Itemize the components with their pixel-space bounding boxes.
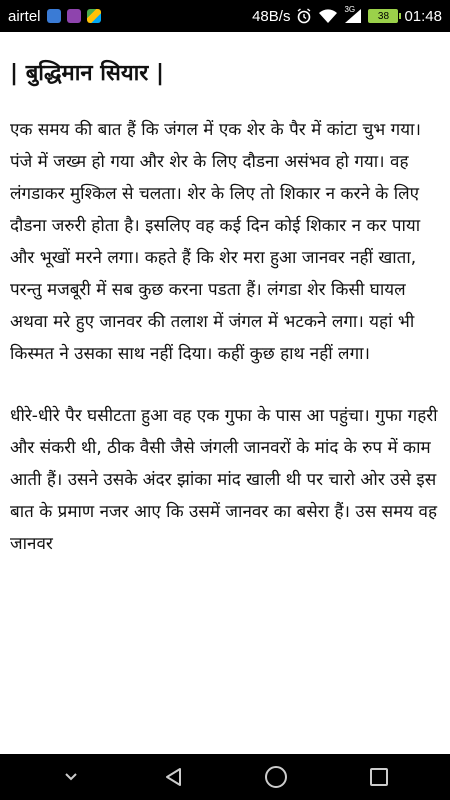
status-bar-left bbox=[8, 8, 101, 25]
signal-icon bbox=[344, 5, 362, 24]
back-icon[interactable] bbox=[150, 757, 198, 797]
article-content[interactable] bbox=[0, 32, 450, 754]
network-type: 3G bbox=[344, 5, 356, 14]
network-speed: 48B/s bbox=[252, 7, 291, 25]
status-bar-right bbox=[252, 5, 442, 25]
alarm-icon bbox=[296, 8, 312, 24]
gallery-2-icon bbox=[67, 9, 81, 23]
recents-icon[interactable] bbox=[355, 757, 403, 797]
hide-keyboard-chevron-icon[interactable] bbox=[47, 757, 95, 797]
home-icon[interactable] bbox=[252, 757, 300, 797]
play-store-icon bbox=[87, 9, 101, 23]
wifi-icon bbox=[318, 8, 338, 24]
gallery-icon bbox=[47, 9, 61, 23]
article-paragraph-1: एक समय की बात हैं कि जंगल में एक शेर के पैर में कांटा चुभ गया। पंजे में जख्म हो गया और शेर के लिए दौडना असंभव हो गया। वह लंगडाकर मुश्किल से चलता। शेर के लिए तो शिकार न करने के लिए दौडना जरुरी होता है। इसलिए वह कई दिन कोई शिकार न कर पाया और भूखों मरने लगा। कहते हैं कि शेर मरा हुआ जानवर नहीं खाता, परन्तु मजबूरी में सब कुछ करना पडता हैं। लंगडा शेर किसी घायल अथवा मरे हुए जानवर की तलाश में जंगल में भटकने लगा। यहां भी किस्मत ने उसका साथ नहीं दिया। कहीं कुछ हाथ नहीं लगा। bbox=[10, 120, 421, 364]
status-bar bbox=[0, 0, 450, 32]
battery-icon bbox=[368, 9, 398, 23]
clock: 01:48 bbox=[404, 7, 442, 25]
battery-level: 38 bbox=[377, 10, 390, 22]
article-title: | बुद्धिमान सियार | bbox=[10, 61, 164, 86]
article-paragraph-2: धीरे-धीरे पैर घसीटता हुआ वह एक गुफा के पास आ पहुंचा। गुफा गहरी और संकरी थी, ठीक वैसी जैसे जंगली जानवरों के मांद के रुप में काम आती हैं। उसने उसके अंदर झांका मांद खाली थी पर चारो ओर उसे इस बात के प्रमाण नजर आए कि उसमें जानवर का बसेरा हैं। उस समय वह जानवर bbox=[10, 406, 438, 554]
carrier-name: airtel bbox=[8, 7, 41, 25]
navigation-bar bbox=[0, 754, 450, 800]
